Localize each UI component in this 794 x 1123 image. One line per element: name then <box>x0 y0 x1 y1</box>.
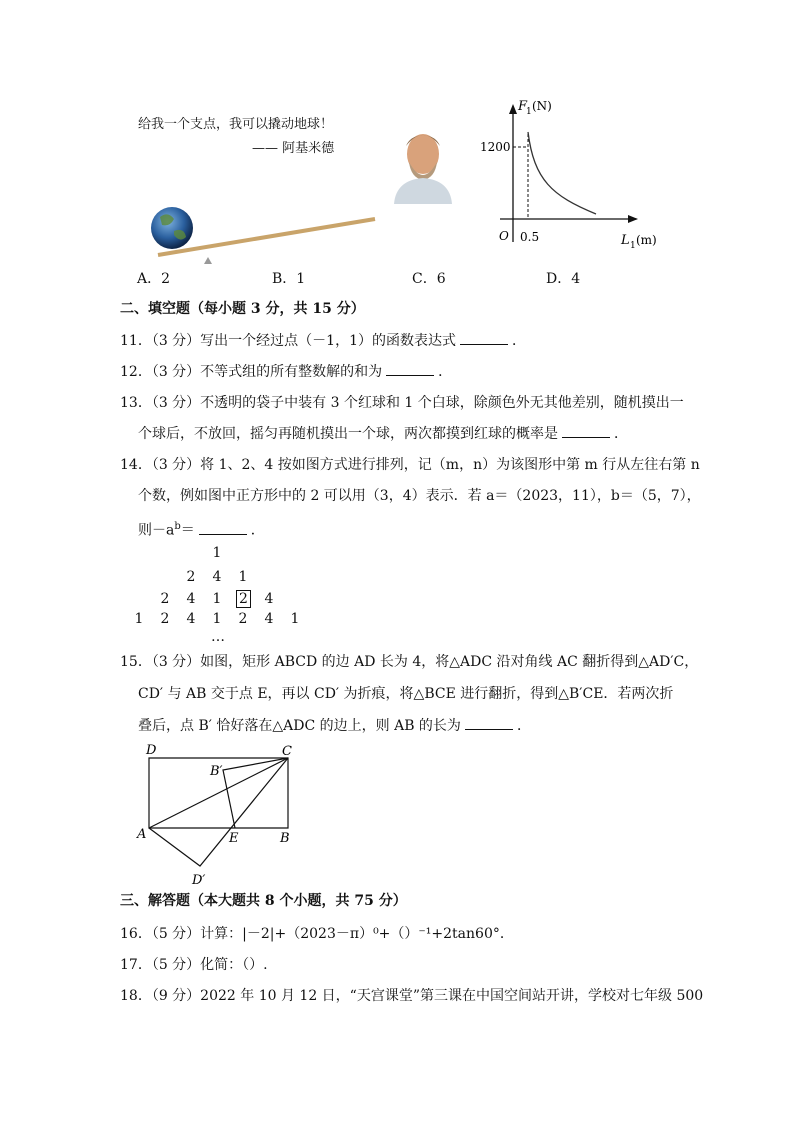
f-l-graph <box>480 92 670 257</box>
graph-y-tick: 1200 <box>480 140 511 154</box>
graph-y-label: F <box>518 99 528 114</box>
tri-ellipsis: … <box>211 629 225 645</box>
answer-blank-13[interactable] <box>562 425 610 438</box>
tri-r2-c1: 2 <box>186 569 196 585</box>
svg-text:1: 1 <box>630 241 636 251</box>
question-14-line1: 14．（3 分）将 1、2、4 按如图方式进行排列，记（m，n）为该图形中第 m 行从左往右第 n <box>120 457 700 473</box>
question-15-line3: 叠后，点 B′ 恰好落在△ADC 的边上，则 AB 的长为 ． <box>138 718 531 734</box>
question-14-line2: 个数，例如图中正方形中的 2 可以用（3，4）表示．若 a＝（2023，11），b＝（5，7）， <box>138 488 701 504</box>
archimedes-portrait <box>388 122 458 204</box>
section3-title: 三、解答题（本大题共 8 个小题，共 75 分） <box>120 893 407 909</box>
rectangle-fold-figure <box>130 740 310 890</box>
tri-r3-c2: 4 <box>186 591 196 607</box>
question-13-line2: 个球后，不放回，摇匀再随机摸出一个球，两次都摸到红球的概率是 ． <box>138 426 628 442</box>
question-15-line2: CD′ 与 AB 交于点 E，再以 CD′ 为折痕，将△BCE 进行翻折，得到△B′CE．若两次折 <box>138 686 674 702</box>
inverse-curve <box>528 132 596 214</box>
question-13-line1: 13．（3 分）不透明的袋子中装有 3 个红球和 1 个白球，除颜色外无其他差别，随机摸出一 <box>120 395 684 411</box>
question-11: 11．（3 分）写出一个经过点（－1，1）的函数表达式 ． <box>120 333 526 349</box>
section2-title: 二、填空题（每小题 3 分，共 15 分） <box>120 301 365 317</box>
tri-r4-c1: 1 <box>134 611 144 627</box>
question-17: 17．（5 分）化简：（）. <box>120 957 268 973</box>
label-d: D <box>146 743 157 758</box>
tri-r4-c5: 2 <box>238 611 248 627</box>
fulcrum-icon <box>204 257 212 264</box>
option-c[interactable]: C．6 <box>412 271 446 287</box>
folded-triangle-bce <box>223 758 288 828</box>
tri-r4-c3: 4 <box>186 611 196 627</box>
question-12: 12．（3 分）不等式组的所有整数解的和为 ． <box>120 364 453 380</box>
tri-r3-c4-boxed: 2 <box>236 591 250 607</box>
number-triangle <box>130 545 330 645</box>
answer-blank-15[interactable] <box>465 717 513 730</box>
lever-figure <box>130 105 380 265</box>
option-b[interactable]: B．1 <box>272 271 306 287</box>
earth-lever-illustration <box>130 105 380 265</box>
archimedes-quote: 给我一个支点，我可以撬动地球！ <box>138 117 334 132</box>
option-d[interactable]: D．4 <box>546 271 581 287</box>
graph-x-label: L <box>621 233 630 248</box>
tri-r1-c1: 1 <box>212 545 222 561</box>
label-b-prime: B′ <box>210 764 223 779</box>
tri-r4-c2: 2 <box>160 611 170 627</box>
graph-origin: O <box>499 229 509 243</box>
answer-blank-12[interactable] <box>386 363 434 376</box>
option-a[interactable]: A．2 <box>137 271 171 287</box>
label-a: A <box>137 827 147 842</box>
answer-blank-11[interactable] <box>460 332 508 345</box>
earth-icon <box>151 207 193 249</box>
tri-r4-c7: 1 <box>290 611 300 627</box>
label-c: C <box>282 744 292 759</box>
label-d-prime: D′ <box>192 873 206 888</box>
question-18: 18．（9 分）2022 年 10 月 12 日，“天宫课堂”第三课在中国空间站开讲，学校对七年级 500 <box>120 988 704 1004</box>
tri-r4-c6: 4 <box>264 611 274 627</box>
label-b: B <box>280 831 290 846</box>
svg-text:1: 1 <box>526 107 532 117</box>
tri-r4-c4: 1 <box>212 611 222 627</box>
tri-r3-c1: 2 <box>160 591 170 607</box>
label-e: E <box>229 831 239 846</box>
tri-r2-c3: 1 <box>238 569 248 585</box>
tri-r3-c3: 1 <box>212 591 222 607</box>
question-16: 16．（5 分）计算：|－2|+（2023－π）⁰+（）⁻¹+2tan60°． <box>120 926 514 942</box>
quote-attribution: —— 阿基米德 <box>252 141 335 156</box>
question-14-line3: 则$-a^b=$ ． <box>138 521 265 539</box>
svg-text:(N): (N) <box>532 99 552 113</box>
graph-x-tick: 0.5 <box>520 230 540 244</box>
svg-text:(m): (m) <box>636 233 657 247</box>
question-15-line1: 15．（3 分）如图，矩形 ABCD 的边 AD 长为 4，将△ADC 沿对角线 AC 翻折得到△AD′C， <box>120 654 699 670</box>
tri-r2-c2: 4 <box>212 569 222 585</box>
tri-r3-c5: 4 <box>264 591 274 607</box>
answer-blank-14[interactable] <box>199 522 247 535</box>
